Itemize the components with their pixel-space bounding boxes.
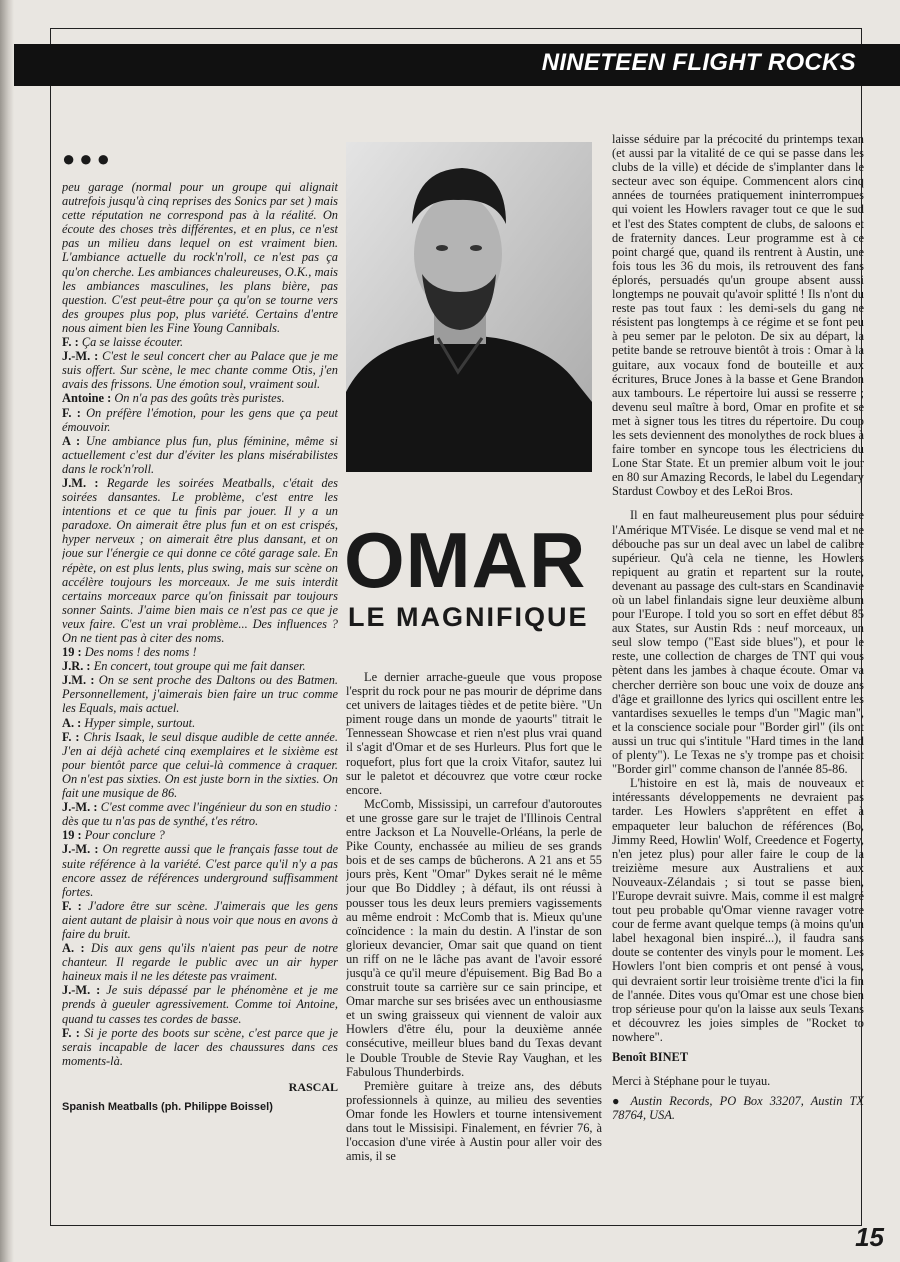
speaker-label: F. :: [62, 729, 80, 744]
speech-text: On préfère l'émotion, pour les gens que ça peut émouvoir.: [62, 405, 338, 434]
speaker-label: A. :: [62, 715, 82, 730]
article-paragraph: Le dernier arrache-gueule que vous propose l'esprit du rock pour ne pas mourir de déprime dans cet univers de laitages tièdes et de petite bière. "Un piment rouge dans un monde de yaourts" titrait le Tennessean Showcase et rien n'est plus vrai quand il s'agit d'Omar et de ses Hurleurs. Plus fort que le roquefort, plus fort que la croix Vitafor, sautez lui sur le paletot et découvrez que votre cœur rocke encore.: [346, 670, 602, 797]
speaker-label: Antoine :: [62, 391, 112, 406]
speaker-label: J.M. :: [62, 475, 99, 490]
article-paragraph: Il en faut malheureusement plus pour séduire l'Amérique MTVisée. Le disque se vend mal et ne débouche pas sur un deal avec un label de calibre supérieur. Qu'à cela ne tienne, les Howlers repiquent au gratin et repartent sur la route, devenant au passage des cult-stars en Scandinavie où un label finlandais signe leur deuxième album pour l'Europe. I told you so sort en effet début 85 aux States, sur Austin Rds : neuf morceaux, un seul slow tempo ("East side blues"), et pour le reste, une collection de charges de TNT qui vous pètent dans les jambes à chaque écoute. Omar va chercher derrière son bouc une voix de douze ans d'âge et graillonne des lyrics qui oscillent entre les vantardises sexuelles le temps d'un "Magic man", et la conscience sociale pour "Border girl" (ils ont aussi un truc qui s'intitule "Hard times in the land of plenty"). Le Texas ne s'y trompe pas et choisit "Border girl" comme chanson de l'année 85-86.: [612, 508, 864, 777]
speaker-label: F. :: [62, 898, 82, 913]
speech-text: Si je porte des boots sur scène, c'est parce que je serais incapable de lacer des chaussures dans ces moments-là.: [62, 1025, 338, 1068]
speech-text: Ça se laisse écouter.: [81, 335, 184, 350]
article-paragraph: McComb, Mississipi, un carrefour d'autoroutes et une grosse gare sur le trajet de l'Illinois Central entre Jackson et La Nouvelle-Orléans, la perle de Pike County, enchassée au milieu de ses grands bois et de ses camps de bûcherons. A 21 ans et 55 jours près, Kent "Omar" Dykes serait né le même jour que Bo Diddley ; à défaut, ils ont réussi à pousser tous les deux leurs premiers vagissements au même endroit : McComb that is. Mieux qu'une coïncidence : la main du destin. A l'instar de son glorieux devancier, Omar sait que quand on tient un riff on ne le lâche pas avant de l'avoir essoré jusqu'à ce qu'il meure d'épuisement. Big Bad Bo a construit toute sa carrière sur ce sain principe, et Omar marche sur ses brisées avec un enthousiasme et un swing graisseux qui viennent de valoir aux Howlers d'être élu, pour la deuxième année consécutive, meilleur blues band du Texas devant le Double Trouble de Stevie Ray Vaughan, et les Fabulous Thunderbirds.: [346, 796, 602, 1079]
interview-text: [62, 180, 338, 1068]
speaker-label: A. :: [62, 941, 85, 956]
interview-paragraph: [62, 716, 338, 730]
speech-text: C'est comme avec l'ingénieur du son en studio : dès que tu n'as pas de synthé, t'es rétro.: [62, 800, 338, 829]
speech-text: J'adore être sur scène. J'aimerais que les gens aient autant de plaisir à nous voir que nous en avons à faire du bruit.: [62, 898, 338, 941]
interview-paragraph: [62, 800, 338, 828]
speech-text: Une ambiance plus fun, plus féminine, même si actuellement c'est dur d'éviter les plans misérabilistes dans le rock'n'roll.: [62, 433, 338, 476]
speaker-label: J.-M. :: [62, 800, 98, 815]
speech-text: Chris Isaak, le seul disque audible de cette année. J'en ai déjà acheté cinq exemplaires et le sixième est pour bientôt parce que celui-là commence à craquer. On n'est pas sixties. On est juste born in the sixties. On fait une musique de 86.: [62, 729, 338, 801]
speech-text: En concert, tout groupe qui me fait danser.: [93, 659, 306, 674]
interview-paragraph: [62, 673, 338, 715]
speech-text: Hyper simple, surtout.: [84, 715, 196, 730]
interview-paragraph: [62, 659, 338, 673]
interview-paragraph: [62, 335, 338, 349]
interview-paragraph: [62, 1026, 338, 1068]
speech-text: C'est le seul concert cher au Palace que je me suis offert. Sur scène, le mec chante comme Otis, j'en avais des frissons. Une émotion soul, vraiment soul.: [62, 349, 338, 392]
speech-text: peu garage (normal pour un groupe qui alignait autrefois jusqu'à cinq reprises des Sonics par set ) mais cette réputation ne correspond pas à la réalité. On écoute des choses très différentes, et en plus, ce n'est pas un milieu dans lequel on est vraiment bien. L'ambiance actuelle du rock'n'roll, ce n'est pas ça qu'on cherche. Les ambiances chaleureuses, O.K., mais les ambiances masculines, les plans bière, pas question. C'est peut-être pour ça qu'on se tourne vers des groupes plus pop, plus variété. Certains d'entre nous aiment bien les Fine Young Cannibals.: [62, 180, 338, 335]
section-title: NINETEEN FLIGHT ROCKS: [541, 49, 856, 76]
speech-text: On n'a pas des goûts très puristes.: [114, 391, 285, 406]
interview-paragraph: [62, 983, 338, 1025]
article-thanks: Merci à Stéphane pour le tuyau.: [612, 1074, 771, 1089]
interview-paragraph: [62, 645, 338, 659]
speaker-label: F. :: [62, 335, 79, 350]
magazine-spine: [0, 0, 14, 1262]
article-column-middle: [346, 670, 602, 1222]
interview-column: [62, 150, 338, 1224]
article-paragraph: Première guitare à treize ans, des débuts professionnels à quinze, au milieu des seventies Omar fonde les Howlers et tourne intensivement dans tout le Missisipi. Finalement, en février 76, à l'occasion d'une virée à Austin pour aller voir des amis, il se: [346, 1078, 602, 1164]
speaker-label: J.R. :: [62, 659, 91, 674]
photo-caption: Spanish Meatballs (ph. Philippe Boissel): [62, 1101, 273, 1113]
portrait-illustration: [346, 142, 592, 472]
speaker-label: 19 :: [62, 828, 82, 843]
continuation-dots: ●●●: [62, 150, 114, 171]
interview-paragraph: [62, 349, 338, 391]
interview-paragraph: [62, 180, 338, 335]
interview-paragraph: [62, 941, 338, 983]
speech-text: On se sent proche des Daltons ou des Batmen. Personnellement, j'aimerais bien faire un truc comme les Equals, mais actuel.: [62, 673, 338, 716]
interview-signature: RASCAL: [288, 1079, 338, 1094]
article-title: OMAR: [344, 516, 587, 604]
article-column-right: [612, 132, 864, 1212]
speech-text: Pour conclure ?: [84, 828, 165, 843]
article-paragraph: L'histoire en est là, mais de nouveaux et intéressants développements ne devraient pas tarder. Les Howlers s'apprêtent en effet à empaqueter leur baluchon de références (Bo, Jimmy Reed, Howlin' Wolf, Creedence et Fogerty, n'en jetez plus) pour aller faire le coup de la treizième mesure aux Australiens et aux Nouveaux-Zélandais ; si tout se passe bien, l'Europe devrait suivre. Mais, comme il est malgré tout peu probable qu'Omar vienne ravager votre cour de ferme avant quelque temps (à moins qu'un label hexagonal bien inspiré...), il faudra sans doute se contenter des vinyls pour le moment. Les Howlers l'ont bien compris et ont pensé à vous, qui devraient sortir leur troisième trente d'ici la fin de l'année. Dites vous qu'Omar est une chose bien trop sérieuse pour qu'on la laisse aux seuls Texans et découvrez les joies simples de "Rocket to nowhere".: [612, 776, 864, 1044]
speech-text: On regrette aussi que le français fasse tout de suite référence à la variété. C'est parce qu'il n'y a pas encore assez de références underground suffisamment fortes.: [62, 842, 338, 899]
speaker-label: J.M. :: [62, 673, 95, 688]
interview-paragraph: [62, 391, 338, 405]
article-subtitle: LE MAGNIFIQUE: [348, 602, 589, 632]
speech-text: Je suis dépassé par le phénomène et je me prends à gueuler agressivement. Comme toi Antoine, quand tu casses tes cordes de basse.: [62, 983, 338, 1026]
interview-paragraph: [62, 434, 338, 476]
interview-paragraph: [62, 828, 338, 842]
speaker-label: J.-M. :: [62, 349, 99, 364]
interview-paragraph: [62, 406, 338, 434]
interview-paragraph: [62, 842, 338, 898]
speaker-label: J.-M. :: [62, 983, 101, 998]
omar-portrait-photo: [346, 142, 592, 472]
article-author: Benoît BINET: [612, 1050, 689, 1064]
label-address: ● Austin Records, PO Box 33207, Austin TX 78764, USA.: [612, 1094, 864, 1123]
interview-paragraph: [62, 899, 338, 941]
speaker-label: 19 :: [62, 645, 82, 660]
speech-text: Regarde les soirées Meatballs, c'était des soirées dansantes. Le problème, c'est entre les intentions et ce que tu finis par jouer. Il y a un paradoxe. On aimerait être plus fun et on est crispés, hyper nerveux ; on aimerait être plus dansant, et on joue sur l'énergie ce qui donne ce côté garage sale. En répète, on est plus lents, plus swing, mais sur scène on accélère toujours les morceaux. Je me suis interdit certains morceaux parce qu'on finissait par toujours sonner Saints. J'aime bien mais ce n'est pas ce que je veux faire. C'est un vrai problème... Des influences ? On ne tient pas à citer des noms.: [62, 475, 338, 645]
speaker-label: F. :: [62, 405, 81, 420]
interview-paragraph: [62, 476, 338, 645]
speech-text: Des noms ! des noms !: [84, 645, 197, 660]
interview-paragraph: [62, 730, 338, 800]
speaker-label: J.-M. :: [62, 842, 99, 857]
speaker-label: A :: [62, 433, 81, 448]
speech-text: Dis aux gens qu'ils n'aient pas peur de notre chanteur. Il regarde le public avec un air hyper haineux mais il ne les déteste pas vraiment.: [62, 941, 338, 984]
speaker-label: F. :: [62, 1025, 80, 1040]
page-number: 15: [855, 1222, 884, 1252]
article-paragraph: laisse séduire par la précocité du printemps texan (et aussi par la vitalité de ce qui se passe dans les clubs de la ville) et décide de s'implanter dans le secteur avec son équipe. Commencent alors cinq années de tournées pratiquement ininterrompues qui voient les Howlers ravager tout ce que le sud et l'est des States comptent de clubs, de saloons et de fraternity dances. Leur programme est à ce point chargé que, quand ils rentrent à Austin, une fois tous les 36 du mois, ils retrouvent des fans éplorés, persuadés qu'un groupe absent aussi longtemps ne pouvait qu'avoir splitté ! Ils n'ont du reste pas tout faux : les demi-sels du gang ne résistent pas longtemps à ce régime et se font peu à peu semer par le peloton. De six au départ, la petite bande se retrouve bientôt à trois : Omar à la guitare, aux vocaux fond de bouteille et aux écritures, Bruce Jones à la basse et Gene Brandon aux tambours. Le répertoire lui aussi se resserre ; devenu seul maître à bord, Omar en profite et se met à signer tous les titres du répertoire. Du coup les sets deviennent des monolythes de rock blues à faire tomber en syncope tous les électriciens du Lone Star State. Et un premier album voit le jour en 80 sur Amazing Records, le label du Legendary Stardust Cowboy et des LeRoi Bros.: [612, 132, 864, 499]
